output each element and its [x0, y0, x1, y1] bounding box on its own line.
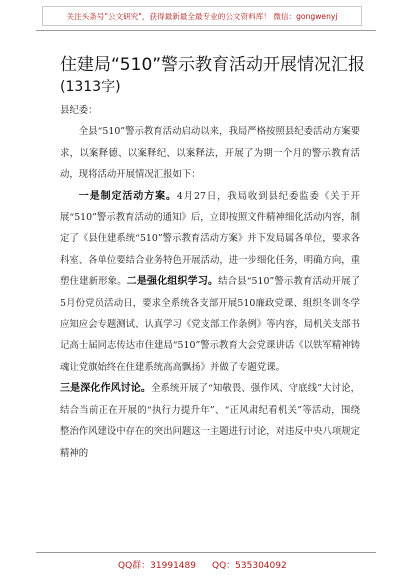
- header-banner: [42, 6, 362, 26]
- footer: [0, 554, 408, 574]
- section1-heading: 一是制定活动方案。: [78, 190, 177, 202]
- section3-paragraph: [60, 378, 360, 464]
- header-banner-text: 关注头条号"公文研究"，获得最新最全最专业的公文资料库！ 微信：gongwenyj: [66, 11, 338, 21]
- document-body: [60, 100, 360, 464]
- document-title: 住建局“510”警示教育活动开展情况汇报: [60, 55, 366, 75]
- document-subtitle: (1313字): [60, 79, 121, 95]
- footer-qq: QQ：535304092: [212, 561, 287, 571]
- salutation: 县纪委：: [60, 105, 98, 116]
- section1-text: 4月27日，我局收到县纪委监委《关于开展“510”警示教育活动的通知》后，立即按照文件精神细化活动内容，制定了《县住建系统“510”警示教育活动方案》并下发局属各单位，要求各科室、各单位要结合业务特色开展活动，进一步细化任务，明确方向，重塑住建新形象。: [60, 190, 361, 288]
- section3-text: 全系统开展了“知敬畏、强作风、守底线”大讨论，结合当前正在开展的“执行力提升年”、“正风肃纪看机关”等活动，围绕整治作风建设中存在的突出问题这一主题进行讨论，对违反中央八项规定精神的: [60, 383, 361, 459]
- section2-text: 结合县“510”警示教育活动开展了5月份党员活动日，要求全系统各支部开展510廉政党课、组织冬训冬学应知应会专题测试、认真学习《党支部工作条例》等内容，局机关支部书记高士届同志传达市住建局“510”警示教育大会党课讲话《以铁军精神铸魂让党旗始终在住建系统高高飘扬》并做了专题党课。: [60, 276, 361, 373]
- sections-paragraph: [60, 186, 360, 379]
- header-divider: [36, 30, 376, 31]
- section2-heading: 二是强化组织学习。: [126, 276, 219, 288]
- section3-heading: 三是深化作风讨论。: [60, 383, 152, 395]
- intro-paragraph: 全县“510”警示教育活动启动以来，我局严格按照县纪委活动方案要求，以案释德、以案释纪、以案释法，开展了为期一个月的警示教育活动，现将活动开展情况汇报如下：: [60, 126, 360, 181]
- footer-qq-group: QQ群：31991489: [118, 561, 196, 571]
- footer-divider: [36, 552, 376, 553]
